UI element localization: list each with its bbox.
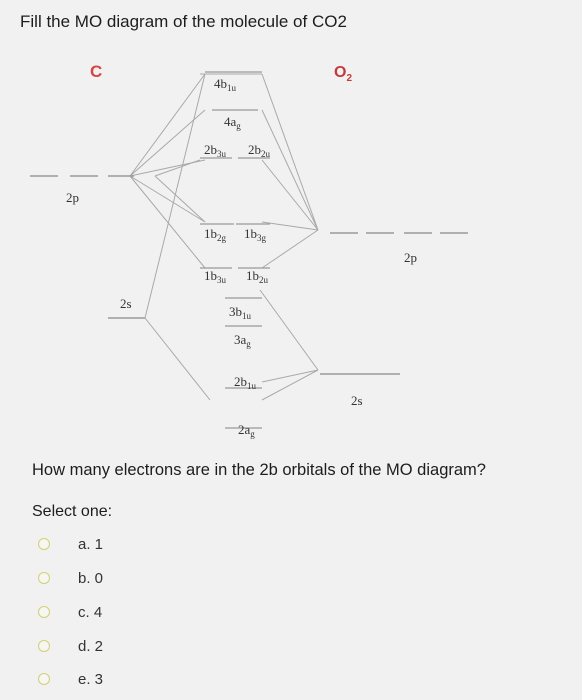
radio-button[interactable]: [38, 572, 50, 584]
option-label: d. 2: [78, 637, 104, 655]
mo-label-2b1u: $2b_{1u}$: [234, 374, 256, 391]
mo-label-3b1u: $3b_{1u}$: [229, 304, 251, 321]
carbon-label: C: [90, 62, 103, 81]
mo-label-3ag: $3a_g$: [234, 332, 251, 349]
radio-button[interactable]: [38, 673, 50, 685]
mo-label-2b3u: $2b_{3u}$: [204, 142, 226, 159]
left-2p-label: 2p: [66, 190, 79, 205]
oxygen-label: $O_2$: [334, 64, 353, 84]
mo-label-4b1u: $4b_{1u}$: [214, 76, 236, 93]
mo-label-4ag: $4a_g$: [224, 114, 241, 131]
option-c[interactable]: [38, 600, 102, 624]
right-2p-label: 2p: [404, 250, 417, 265]
left-2s-label: 2s: [120, 296, 132, 311]
question-title: Fill the MO diagram of the molecule of CO2: [20, 12, 347, 31]
mo-label-1b3g: $1b_{3g}$: [244, 226, 266, 243]
mo-label-2ag: $2a_g$: [238, 422, 255, 439]
question-prompt: How many electrons are in the 2b orbitals of the MO diagram?: [32, 461, 486, 479]
option-label: e. 3: [78, 670, 104, 688]
mo-label-1b2g: $1b_{2g}$: [204, 226, 226, 243]
radio-button[interactable]: [38, 606, 50, 618]
mo-diagram: [0, 50, 582, 450]
option-label: a. 1: [78, 535, 104, 553]
option-label: b. 0: [78, 569, 104, 587]
radio-button[interactable]: [38, 538, 50, 550]
option-a[interactable]: [38, 532, 103, 556]
radio-button[interactable]: [38, 640, 50, 652]
option-d[interactable]: [38, 634, 103, 658]
mo-label-2b2u: $2b_{2u}$: [248, 142, 270, 159]
select-one-label: Select one:: [32, 503, 113, 520]
mo-label-1b3u: $1b_{3u}$: [204, 268, 226, 285]
right-2s-label: 2s: [351, 393, 363, 408]
mo-label-1b2u: $1b_{2u}$: [246, 268, 268, 285]
option-b[interactable]: [38, 566, 103, 590]
option-label: c. 4: [78, 603, 103, 621]
option-e[interactable]: [38, 667, 103, 691]
